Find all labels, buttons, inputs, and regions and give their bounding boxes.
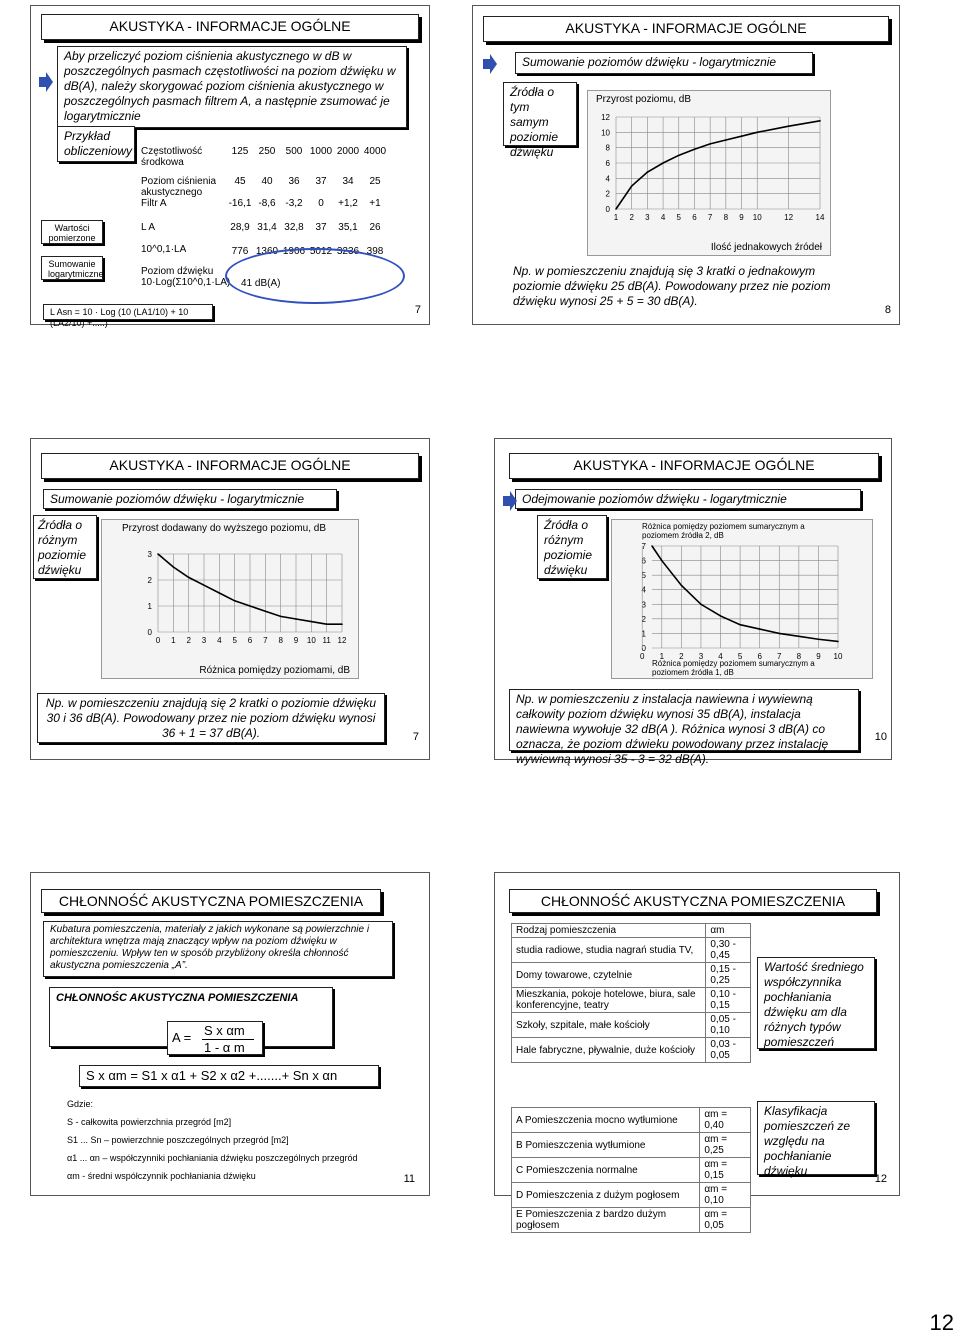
data-point	[311, 621, 313, 623]
row-result-label: Poziom dźwięku 10·Log(Σ10^0,1·LA)	[141, 266, 231, 288]
formula-box-title: CHŁONNOŚC AKUSTYCZNA POMIESZCZENIA	[56, 992, 299, 1004]
y-tick-label: 0	[641, 644, 646, 653]
slide-title: AKUSTYKA - INFORMACJE OGÓLNE	[509, 453, 879, 479]
row-la-label: L A	[141, 222, 156, 233]
class-alpha: αm = 0,40	[700, 1108, 751, 1133]
slide-12	[494, 872, 900, 1231]
value-filter: -3,2	[285, 198, 303, 209]
x-tick-label: 9	[293, 636, 299, 645]
slide-title: AKUSTYKA - INFORMACJE OGÓLNE	[41, 453, 419, 479]
chart-xlabel: Różnica pomiędzy poziomami, dB	[199, 665, 350, 676]
data-point	[341, 623, 343, 625]
x-tick-label: 6	[757, 652, 762, 661]
slide-subtitle: Sumowanie poziomów dźwięku - logarytmicznie	[515, 52, 813, 74]
data-point	[188, 577, 190, 579]
intro-text: Aby przeliczyć poziom ciśnienia akustycznego w dB w poszczególnych pasmach częstotliwości na poziom dźwięku w dB(A), należy skorygować poziom ciśnienia akustycznego w poszczególnych pasmach filtrem A, a następnie zsumować je logarytmicznie	[57, 46, 407, 128]
room-alpha: 0,03 - 0,05	[706, 1038, 751, 1063]
value-pow: 776	[231, 246, 249, 257]
definition-item: S1 ... Sn – powierzchnie poszczególnych przegród [m2]	[67, 1135, 289, 1145]
x-tick-label: 2	[186, 636, 191, 645]
x-tick-label: 3	[698, 652, 704, 661]
slide-10	[494, 438, 892, 766]
y-tick-label: 0	[147, 628, 152, 637]
x-tick-label: 2	[679, 652, 684, 661]
y-tick-label: 12	[601, 113, 610, 122]
slide-subtitle: Sumowanie poziomów dźwięku - logarytmicznie	[43, 489, 337, 509]
data-point	[295, 618, 297, 620]
x-tick-label: 8	[723, 213, 729, 222]
data-point	[203, 584, 205, 586]
chart-title: Przyrost poziomu, dB	[596, 94, 692, 105]
x-tick-label: 4	[217, 636, 222, 645]
x-tick-label: 5	[676, 213, 681, 222]
value-la: 28,9	[230, 222, 250, 233]
data-point	[647, 171, 649, 173]
header-alpha: αm	[706, 924, 751, 938]
slide-number: 12	[874, 1173, 887, 1185]
x-tick-label: 1	[659, 652, 665, 661]
y-tick-label: 2	[147, 576, 152, 585]
arrow-icon	[39, 72, 53, 92]
y-tick-label: 2	[641, 614, 646, 624]
class-name: D Pomieszczenia z dużym pogłosem	[512, 1183, 700, 1208]
data-point	[280, 616, 282, 618]
x-tick-label: 7	[263, 636, 268, 645]
chart-10	[611, 519, 873, 679]
highlight-ellipse	[225, 248, 405, 304]
value-freq: 1000	[309, 146, 333, 157]
definition-item: S - całkowita powierzchnia przegród [m2]	[67, 1117, 232, 1127]
data-point	[756, 132, 758, 134]
side-measured-label: Wartości pomierzone	[41, 220, 103, 244]
class-alpha: αm = 0,05	[700, 1208, 751, 1233]
side-sum-label: Sumowanie logarytmiczne	[41, 256, 103, 280]
class-alpha: αm = 0,15	[700, 1158, 751, 1183]
sources-label: Źródła o różnym poziomie dźwięku	[537, 515, 607, 579]
y-tick-label: 0	[605, 205, 610, 214]
x-tick-label: 2	[629, 213, 634, 222]
data-point	[837, 641, 839, 643]
example-note: Np. w pomieszczeniu znajdują się 3 kratki o jednakowym poziomie dźwięku 25 dB(A). Powodowany przez nie poziom dźwięku wynosi 25 + 5 = 30 dB(A).	[513, 264, 831, 308]
room-name: Hale fabryczne, pływalnie, duże kościoły	[512, 1038, 706, 1063]
arrow-icon	[503, 491, 517, 511]
chart-title: Przyrost dodawany do wyższego poziomu, dB	[122, 523, 326, 534]
y-tick-label: 7	[641, 542, 646, 551]
row-spl-label: Poziom ciśnienia akustycznego	[141, 176, 217, 198]
data-point	[219, 592, 221, 594]
slide-number: 7	[412, 731, 419, 743]
formula-numerator: S x αm	[204, 1023, 245, 1038]
slide-9	[30, 438, 430, 760]
page-number: 12	[929, 1310, 954, 1335]
slide-11	[30, 872, 430, 1196]
class-alpha: αm = 0,25	[700, 1133, 751, 1158]
result-value: 41 dB(A)	[241, 278, 281, 289]
slide-7	[30, 5, 430, 328]
x-tick-label: 4	[660, 213, 666, 222]
value-freq: 4000	[363, 146, 387, 157]
value-la: 31,4	[257, 222, 277, 233]
intro-text: Kubatura pomieszczenia, materiały z jakich wykonane są powierzchnie i architektura wnętrza mają znaczący wpływ na poziom dźwięku w pomieszczeniu. Wpływ ten w sposób przybliżony określa chłonność akustyczna pomieszczenia „A”.	[43, 921, 393, 977]
value-freq: 500	[285, 146, 303, 157]
sources-label: Źródła o różnym poziomie dźwięku	[33, 515, 97, 579]
value-pow: 5012	[309, 246, 333, 257]
x-tick-label: 3	[201, 636, 207, 645]
chart-9	[101, 519, 359, 679]
value-pow: 1360	[255, 246, 279, 257]
chart-8	[587, 90, 831, 256]
row-freq-label: Częstotliwość środkowa	[141, 146, 203, 168]
data-point	[818, 638, 820, 640]
y-tick-label: 4	[605, 174, 610, 184]
value-spl: 25	[369, 176, 381, 187]
room-alpha: 0,05 - 0,10	[706, 1013, 751, 1038]
y-tick-label: 6	[641, 556, 646, 566]
room-name: Domy towarowe, czytelnie	[512, 963, 706, 988]
room-table	[511, 923, 751, 1063]
x-tick-label: 0	[155, 636, 161, 645]
value-freq: 125	[231, 146, 249, 157]
x-tick-label: 14	[815, 213, 825, 222]
data-point	[694, 148, 696, 150]
arrow-icon	[483, 54, 497, 74]
x-tick-label: 5	[737, 652, 743, 661]
data-point	[662, 162, 664, 164]
example-note: Np. w pomieszczeniu z instalacja nawiewna i wywiewną całkowity poziom dźwięku wynosi 35 dB(A), instalacja nawiewna wywołuje 32 dB(A ). Różnica wynosi 3 dB(A) co oznacza, że poziom dźwieku powodowany przez instalację wywiewną wynosi 35 - 3 = 32 dB(A).	[509, 689, 859, 751]
series-line	[616, 121, 820, 209]
value-la: 37	[315, 222, 327, 233]
alpha-description: Wartość średniego współczynnika pochłaniania dźwięku αm dla różnych typów pomieszczeń	[757, 957, 875, 1049]
x-tick-label: 10	[306, 636, 316, 645]
room-name: Szkoły, szpitale, małe kościoły	[512, 1013, 706, 1038]
value-filter: 0	[318, 198, 324, 209]
room-alpha: 0,15 - 0,25	[706, 963, 751, 988]
value-spl: 45	[234, 176, 246, 187]
data-point	[700, 603, 702, 605]
data-point	[681, 585, 683, 587]
definitions-list	[67, 1113, 407, 1185]
data-point	[819, 120, 821, 122]
row-pow-label: 10^0,1·LA	[141, 244, 187, 255]
value-spl: 40	[261, 176, 273, 187]
room-name: studia radiowe, studia nagrań studia TV,	[512, 938, 706, 963]
data-point	[739, 624, 741, 626]
room-alpha: 0,30 - 0,45	[706, 938, 751, 963]
fraction-box	[167, 1021, 263, 1055]
value-filter: +1,2	[338, 198, 358, 209]
x-tick-label: 6	[692, 213, 697, 222]
slide-number: 8	[884, 304, 891, 316]
y-tick-label: 3	[641, 600, 646, 610]
x-tick-label: 8	[278, 636, 283, 645]
chart-xlabel: Ilość jednakowych źródeł	[710, 242, 822, 253]
formula-box: L Asn = 10 · Log (10 (LA1/10) + 10 (LA2/10) +.....)	[43, 304, 213, 320]
data-point	[678, 155, 680, 157]
slide-number: 7	[414, 304, 421, 316]
example-label: Przykład obliczeniowy	[57, 126, 135, 162]
x-tick-label: 12	[337, 636, 347, 645]
x-tick-label: 1	[613, 213, 619, 222]
y-tick-label: 8	[605, 143, 610, 153]
row-filter-label: Filtr A	[141, 198, 167, 209]
slide-number: 11	[403, 1173, 415, 1185]
class-table	[511, 1107, 751, 1233]
y-tick-label: 10	[601, 128, 610, 138]
value-freq: 2000	[336, 146, 360, 157]
data-point	[234, 600, 236, 602]
data-point	[778, 633, 780, 635]
slide-title: CHŁONNOŚĆ AKUSTYCZNA POMIESZCZENIA	[509, 889, 877, 913]
data-point	[725, 139, 727, 141]
slide-number: 10	[874, 731, 887, 743]
gdzie-label: Gdzie:	[67, 1099, 94, 1109]
x-tick-label: 12	[784, 213, 794, 222]
x-tick-label: 1	[171, 636, 176, 645]
room-name: Mieszkania, pokoje hotelowe, biura, sale konferencyjne, teatry	[512, 988, 706, 1013]
header-room-type: Rodzaj pomieszczenia	[512, 924, 706, 938]
data-point	[759, 628, 761, 630]
value-freq: 250	[258, 146, 276, 157]
definition-item: αm - średni współczynnik pochłaniania dźwięku	[67, 1171, 256, 1181]
value-spl: 37	[315, 176, 327, 187]
y-tick-label: 1	[641, 629, 646, 639]
data-point	[798, 636, 800, 638]
slide-8	[472, 5, 900, 325]
y-tick-label: 4	[641, 585, 646, 595]
x-tick-label: 7	[777, 652, 782, 661]
class-name: C Pomieszczenia normalne	[512, 1158, 700, 1183]
class-name: E Pomieszczenia z bardzo dużym pogłosem	[512, 1208, 700, 1233]
classification-description: Klasyfikacja pomieszczeń ze względu na pochłanianie dźwięku	[757, 1101, 875, 1175]
data-point	[173, 566, 175, 568]
value-pow: 398	[366, 246, 384, 257]
x-tick-label: 9	[816, 652, 821, 661]
data-point	[661, 560, 663, 562]
value-spl: 34	[342, 176, 354, 187]
y-tick-label: 5	[641, 571, 646, 581]
x-tick-label: 3	[645, 213, 650, 222]
y-tick-label: 2	[605, 189, 610, 199]
value-pow: 3236	[336, 246, 360, 257]
data-point	[709, 143, 711, 145]
value-filter: -16,1	[228, 198, 252, 209]
x-tick-label: 9	[739, 213, 744, 222]
value-filter: -8,6	[258, 198, 276, 209]
value-la: 32,8	[284, 222, 304, 233]
x-tick-label: 10	[752, 213, 762, 222]
x-tick-label: 11	[322, 636, 331, 645]
data-point	[265, 610, 267, 612]
x-tick-label: 4	[718, 652, 723, 661]
value-spl: 36	[288, 176, 300, 187]
sum-formula: S x αm = S1 x α1 + S2 x α2 +.......+ Sn x αn	[79, 1065, 379, 1087]
formula-denominator: 1 - α m	[204, 1040, 245, 1055]
y-tick-label: 3	[147, 550, 152, 559]
example-note: Np. w pomieszczeniu znajdują się 2 kratki o poziomie dźwięku 30 i 36 dB(A). Powodowany przez nie poziom dźwięku wynosi 36 + 1 = 37 dB(A).	[37, 693, 385, 743]
chart-title: Różnica pomiędzy poziomem sumarycznym a poziomem źródła 2, dB	[642, 522, 805, 540]
formula-lhs: A =	[172, 1030, 192, 1045]
class-name: B Pomieszczenia wytłumione	[512, 1133, 700, 1158]
chart-xlabel: Różnica pomiędzy poziomem sumarycznym a poziomem źródła 1, dB	[652, 659, 815, 677]
class-alpha: αm = 0,10	[700, 1183, 751, 1208]
x-tick-label: 8	[796, 652, 802, 661]
slide-title: AKUSTYKA - INFORMACJE OGÓLNE	[41, 14, 419, 40]
x-tick-label: 0	[639, 652, 645, 661]
y-tick-label: 1	[147, 602, 152, 611]
room-alpha: 0,10 - 0,15	[706, 988, 751, 1013]
y-tick-label: 6	[605, 159, 610, 168]
data-point	[788, 125, 790, 127]
data-point	[326, 623, 328, 625]
data-point	[631, 185, 633, 187]
data-point	[651, 545, 653, 547]
value-pow: 1906	[282, 246, 306, 257]
data-point	[249, 605, 251, 607]
slide-subtitle: Odejmowanie poziomów dźwięku - logarytmicznie	[515, 489, 861, 509]
value-filter: +1	[369, 198, 381, 209]
x-tick-label: 7	[707, 213, 713, 222]
value-la: 35,1	[338, 222, 358, 233]
data-point	[157, 553, 159, 555]
value-la: 26	[369, 222, 381, 233]
x-tick-label: 5	[232, 636, 237, 645]
x-tick-label: 6	[247, 636, 253, 645]
x-tick-label: 10	[833, 652, 843, 661]
data-point	[741, 135, 743, 137]
class-name: A Pomieszczenia mocno wytłumione	[512, 1108, 700, 1133]
data-point	[615, 208, 617, 210]
sources-label: Źródła o tym samym poziomie dźwięku	[503, 82, 577, 146]
definition-item: α1 ... αn – współczynniki pochłaniania dźwięku poszczególnych przegród	[67, 1153, 358, 1163]
slide-title: AKUSTYKA - INFORMACJE OGÓLNE	[483, 16, 889, 42]
slide-title: CHŁONNOŚĆ AKUSTYCZNA POMIESZCZENIA	[41, 889, 381, 913]
data-point	[720, 615, 722, 617]
